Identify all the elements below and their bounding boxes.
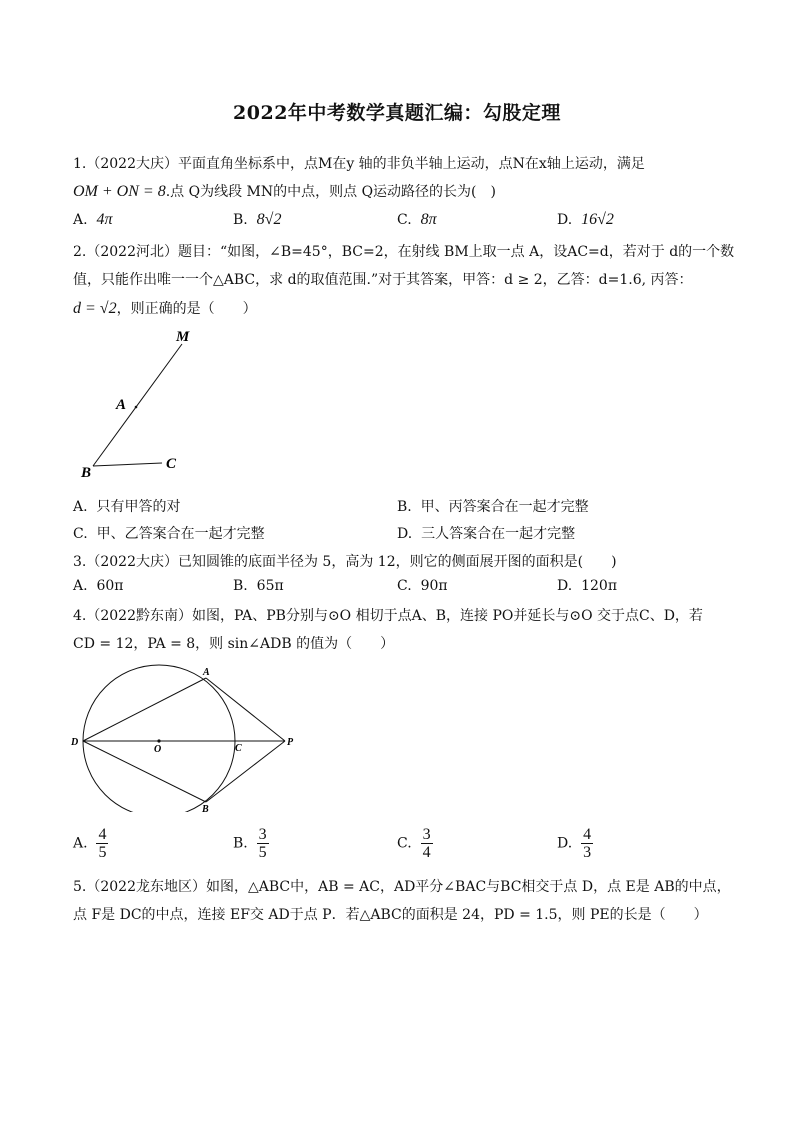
label-p: P: [287, 737, 294, 748]
q2-option-d[interactable]: [397, 523, 575, 543]
segment-bc: [93, 463, 162, 466]
label-b: B: [81, 465, 92, 481]
option-letter: D.: [557, 212, 573, 228]
label-m: M: [176, 329, 190, 345]
numerator: 3: [422, 826, 431, 843]
denominator: 5: [98, 844, 107, 861]
chord-da: [83, 678, 206, 741]
q4-option-b[interactable]: [233, 826, 269, 861]
q3-option-a[interactable]: [73, 578, 123, 594]
tangent-pb: [206, 741, 285, 802]
q4-option-c[interactable]: [397, 826, 433, 861]
q4-stem-line2: CD = 12，PA = 8，则 sin∠ADB 的值为（ ）: [73, 636, 395, 652]
option-value: 只有甲答的对: [96, 499, 181, 515]
q4-figure-circle-tangents: [65, 660, 305, 812]
option-letter: C.: [397, 835, 412, 852]
option-value: 16√2: [581, 211, 614, 228]
numerator: 4: [98, 826, 107, 843]
fraction: [257, 826, 269, 861]
numerator: 4: [583, 826, 592, 843]
q4-option-a[interactable]: [73, 826, 108, 861]
numerator: 3: [258, 826, 267, 843]
point-a-dot: [135, 406, 138, 409]
option-letter: A.: [73, 499, 88, 515]
fraction: [421, 826, 433, 861]
option-value: 60π: [96, 578, 124, 594]
q1-stem-line2: [73, 181, 496, 201]
option-letter: D.: [397, 526, 413, 542]
denominator: 5: [258, 844, 267, 861]
q2-option-b[interactable]: [397, 496, 589, 516]
q2-stem-line3: [73, 298, 257, 318]
q2-figure-ray-bm: [70, 320, 200, 485]
center-dot: [157, 739, 160, 742]
option-letter: C.: [397, 212, 412, 228]
circle-o: [83, 665, 235, 812]
option-value: 甲、乙答案合在一起才完整: [96, 526, 265, 542]
fraction: [581, 826, 593, 861]
option-value: 4π: [96, 211, 113, 228]
option-letter: A.: [73, 835, 88, 852]
option-letter: B.: [233, 212, 248, 228]
label-o: O: [154, 744, 162, 755]
option-value: 甲、丙答案合在一起才完整: [420, 499, 589, 515]
q4-option-d[interactable]: [557, 826, 593, 861]
option-letter: A.: [73, 578, 88, 594]
option-value: 8π: [420, 211, 437, 228]
label-d: D: [71, 737, 79, 748]
option-letter: D.: [557, 578, 573, 594]
q5-stem-line2: 点 F是 DC的中点，连接 EF交 AD于点 P．若△ABC的面积是 24，PD = 1.5，则 PE的长是（ ）: [73, 907, 708, 923]
option-letter: C.: [73, 526, 88, 542]
ray-bm: [93, 344, 182, 466]
option-value: 120π: [581, 578, 618, 594]
option-letter: D.: [557, 835, 573, 852]
q1-stem-text: .点 Q为线段 MN的中点，则点 Q运动路径的长为( ): [165, 184, 496, 200]
label-c: C: [235, 743, 242, 754]
q3-option-b[interactable]: [233, 578, 284, 594]
option-letter: A.: [73, 212, 88, 228]
q3-option-d[interactable]: [557, 578, 617, 594]
fraction: [96, 826, 108, 861]
option-value: 65π: [256, 578, 284, 594]
q2-option-a[interactable]: [73, 496, 180, 516]
denominator: 4: [422, 844, 431, 861]
q2-formula: d = √2: [73, 300, 117, 317]
q1-option-a[interactable]: [73, 211, 112, 229]
q1-stem-line1: 1.（2022大庆）平面直角坐标系中，点M在y 轴的非负半轴上运动，点N在x轴上运动，满足: [73, 156, 645, 172]
tangent-pa: [206, 678, 285, 741]
q4-stem-line1: 4.（2022黔东南）如图，PA、PB分别与⊙O 相切于点A、B，连接 PO并延长与⊙O 交于点C、D，若: [73, 608, 703, 624]
q2-stem-line1: 2.（2022河北）题目：“如图，∠B=45°，BC=2，在射线 BM上取一点 A，设AC=d，若对于 d的一个数: [73, 244, 735, 260]
q1-option-c[interactable]: [397, 211, 437, 229]
label-a: A: [203, 667, 210, 678]
q2-option-c[interactable]: [73, 523, 265, 543]
option-value: 8√2: [256, 211, 282, 228]
q3-option-c[interactable]: [397, 578, 448, 594]
option-letter: B.: [233, 835, 248, 852]
option-value: 三人答案合在一起才完整: [421, 526, 576, 542]
chord-db: [83, 741, 206, 802]
q2-stem-text: ，则正确的是（ ）: [116, 301, 257, 317]
page-title: 2022年中考数学真题汇编：勾股定理: [233, 102, 561, 124]
label-a: A: [116, 397, 127, 413]
option-letter: B.: [397, 499, 412, 515]
denominator: 3: [583, 844, 592, 861]
option-value: 90π: [420, 578, 448, 594]
label-c: C: [166, 456, 177, 472]
q5-stem-line1: 5.（2022龙东地区）如图，△ABC中，AB = AC，AD平分∠BAC与BC相交于点 D，点 E是 AB的中点，: [73, 879, 731, 895]
q1-formula: OM + ON = 8: [73, 183, 166, 200]
q3-stem-line1: 3.（2022大庆）已知圆锥的底面半径为 5，高为 12，则它的侧面展开图的面积是( ): [73, 554, 617, 570]
option-letter: B.: [233, 578, 248, 594]
q2-stem-line2: 值，只能作出唯一一个△ABC，求 d的取值范围.”对于其答案，甲答：d ≥ 2，乙答：d=1.6, 丙答：: [73, 272, 693, 288]
option-letter: C.: [397, 578, 412, 594]
q1-option-d[interactable]: [557, 211, 614, 229]
q1-option-b[interactable]: [233, 211, 281, 229]
label-b: B: [202, 804, 209, 812]
